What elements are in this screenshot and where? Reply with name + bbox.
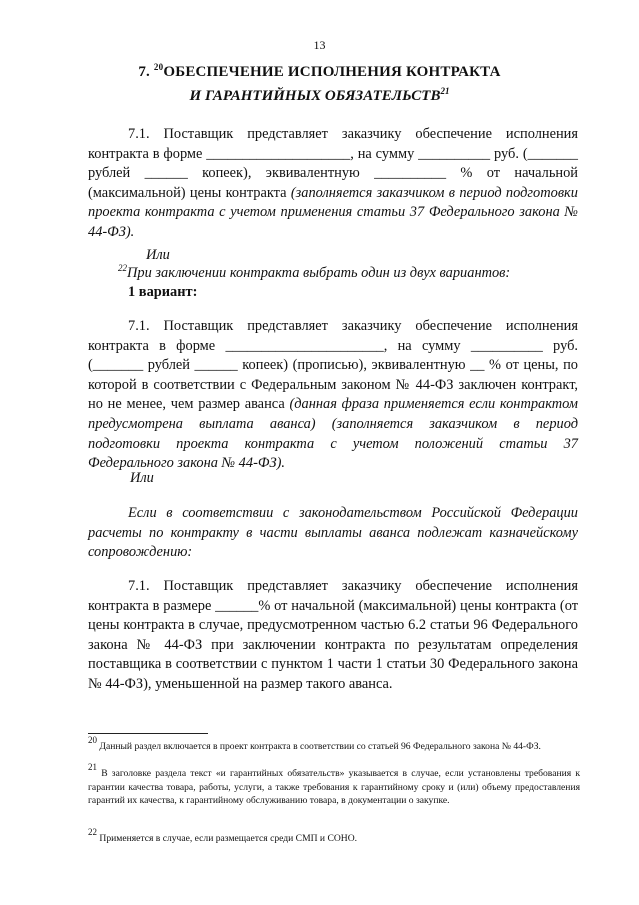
footnote-21-number: 21 xyxy=(88,762,97,772)
footnote-20-number: 20 xyxy=(88,735,97,745)
footnote-20 xyxy=(88,735,580,754)
section-title-line1: ОБЕСПЕЧЕНИЕ ИСПОЛНЕНИЯ КОНТРАКТА xyxy=(163,64,501,80)
paragraph-7-1-b-note: (данная фраза применяется если контрактом предусмотрена выплата аванса) (заполняется заказчиком в период подготовки проекта контракта с учетом положений статьи 37 Федерального закона № 44-ФЗ). xyxy=(88,396,578,472)
choice-instruction xyxy=(118,264,510,284)
variant-1-label: 1 вариант: xyxy=(128,284,198,300)
footnote-21 xyxy=(88,762,580,808)
paragraph-treasury-condition-text: Если в соответствии с законодательством Российской Федерации расчеты по контракту в части выплаты аванса подлежат казначейскому сопровождению: xyxy=(88,505,578,561)
paragraph-7-1-c xyxy=(88,577,578,695)
paragraph-7-1-b-text: 7.1. Поставщик представляет заказчику обеспечение исполнения контракта в форме ______________________, на сумму __________ руб. (_______ рублей ______ копеек) (прописью), эквивалентную __ % от цены, по которой в соответствии с Федеральным законом № 44-ФЗ заключен контракт, но не менее, чем размер аванса xyxy=(88,318,578,413)
choice-instruction-text: При заключении контракта выбрать один из двух вариантов: xyxy=(127,265,511,281)
footnote-22-number: 22 xyxy=(88,827,97,837)
section-heading-line2 xyxy=(0,88,639,105)
paragraph-7-1-b xyxy=(88,317,578,474)
paragraph-7-1-a-text: 7.1. Поставщик представляет заказчику обеспечение исполнения контракта в форме ____________________, на сумму __________ руб. (_______ рублей ______ копеек), эквивалентную __________ % от начальной (максимальной) цены контракта xyxy=(88,126,578,201)
page-number: 13 xyxy=(313,38,326,52)
paragraph-7-1-a-note: (заполняется заказчиком в период подготовки проекта контракта с учетом применения статьи 37 Федерального закона № 44-ФЗ). xyxy=(88,184,578,240)
paragraph-treasury-condition xyxy=(88,504,578,563)
footnote-ref-22: 22 xyxy=(118,263,127,273)
section-heading-line1 xyxy=(0,64,639,81)
footnote-22-text: Применяется в случае, если размещается среди СМП и СОНО. xyxy=(97,833,358,844)
footnote-ref-21: 21 xyxy=(440,86,450,96)
or-label-1: Или xyxy=(146,247,170,263)
paragraph-7-1-c-text: 7.1. Поставщик представляет заказчику обеспечение исполнения контракта в размере ______% от начальной (максимальной) цены контракта (от цены контракта в случае, предусмотренном частью 6.2 статьи 96 Федерального закона № 44-ФЗ при заключении контракта по результатам определения поставщика в соответствии с пунктом 1 части 1 статьи 30 Федерального закона № 44-ФЗ), уменьшенной на размер такого аванса. xyxy=(88,578,578,692)
paragraph-7-1-a xyxy=(88,125,578,243)
footnote-20-text: Данный раздел включается в проект контракта в соответствии со статьей 96 Федерального закона № 44-ФЗ. xyxy=(97,741,541,752)
footnote-21-text: В заголовке раздела текст «и гарантийных обязательств» указывается в случае, если установлены требования к гарантии качества товара, работы, услуги, а также требования к гарантийному сроку и (или) объему предоставления гарантий их качества, к гарантийному обслуживанию товара, в документации о закупке. xyxy=(88,768,580,806)
footnote-separator xyxy=(88,733,208,734)
or-label-2: Или xyxy=(130,470,154,486)
section-number: 7. xyxy=(138,64,150,80)
footnote-22 xyxy=(88,827,580,846)
section-title-line2: И ГАРАНТИЙНЫХ ОБЯЗАТЕЛЬСТВ xyxy=(189,88,441,104)
footnote-ref-20: 20 xyxy=(153,62,164,72)
